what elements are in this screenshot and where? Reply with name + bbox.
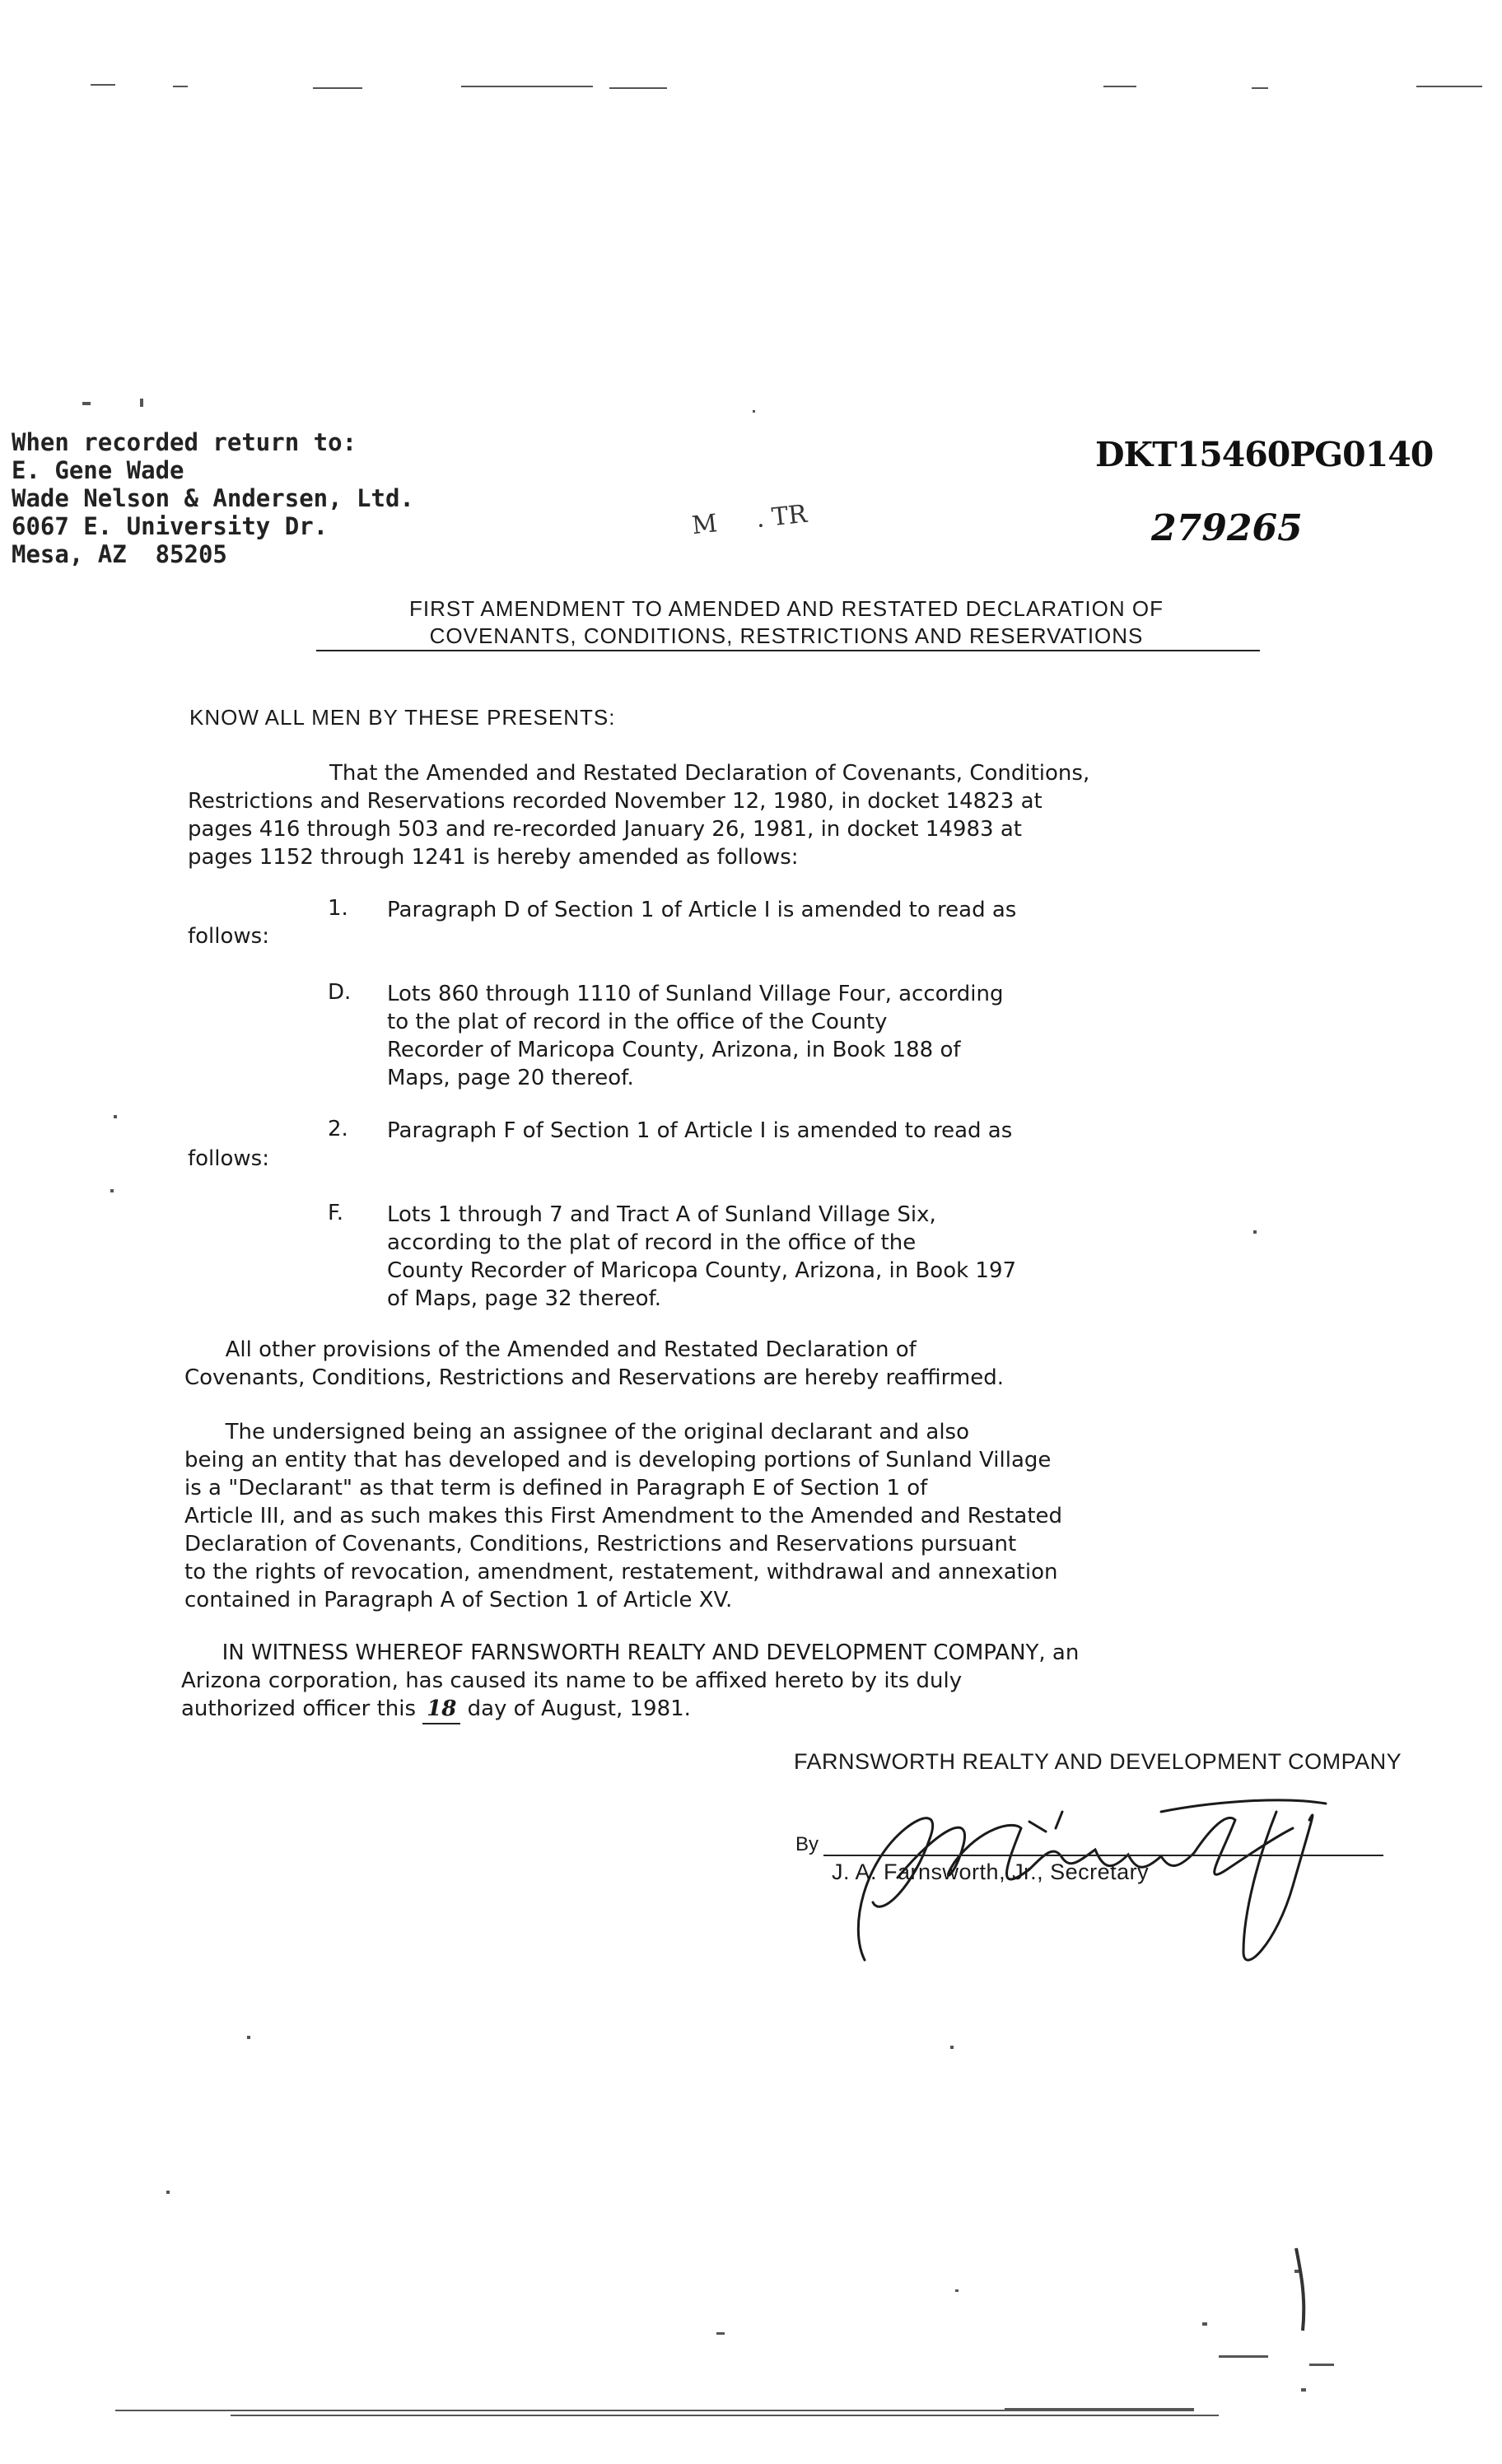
witness-paragraph [181, 1639, 1079, 1724]
return-address-line: When recorded return to: [12, 428, 357, 456]
item-2-tail: follows: [188, 1146, 269, 1171]
witness-line-start: authorized officer this [181, 1696, 423, 1721]
item-1-tail: follows: [188, 924, 269, 949]
declarant-paragraph [184, 1418, 1062, 1614]
paragraph-d-line: Recorder of Maricopa County, Arizona, in Book 188 of [387, 1038, 961, 1062]
intro-line: pages 1152 through 1241 is hereby amended as follows: [188, 845, 799, 870]
company-name: FARNSWORTH REALTY AND DEVELOPMENT COMPANY [794, 1749, 1402, 1774]
paragraph-d-label: D. [328, 980, 352, 1005]
item-1-text: Paragraph D of Section 1 of Article I is amended to read as [387, 898, 1017, 922]
reaffirmation-line: All other provisions of the Amended and Restated Declaration of [184, 1337, 917, 1362]
reaffirmation-paragraph [184, 1336, 1004, 1392]
return-address-block [12, 428, 414, 568]
witness-line-end: day of August, 1981. [460, 1696, 691, 1721]
paragraph-f-line: County Recorder of Maricopa County, Arizona, in Book 197 [387, 1258, 1017, 1283]
signature-line [823, 1855, 1383, 1856]
recorder-stamp-text: M [690, 509, 719, 541]
paragraph-d-line: Lots 860 through 1110 of Sunland Village Four, according [387, 982, 1004, 1006]
item-2-number: 2. [328, 1117, 348, 1141]
by-label: By [795, 1833, 819, 1855]
declarant-line: The undersigned being an assignee of the original declarant and also [184, 1420, 970, 1444]
item-2-text: Paragraph F of Section 1 of Article I is amended to read as [387, 1118, 1013, 1143]
record-number: 279265 [1151, 507, 1303, 549]
recorder-stamp-suffix: TR [770, 499, 809, 533]
day-handwritten: 18 [422, 1695, 460, 1724]
declarant-line: contained in Paragraph A of Section 1 of Article XV. [184, 1588, 733, 1612]
item-1-number: 1. [328, 896, 348, 921]
witness-line: Arizona corporation, has caused its name to be affixed hereto by its duly [181, 1668, 963, 1693]
return-address-line: Wade Nelson & Andersen, Ltd. [12, 484, 414, 512]
paragraph-d-line: to the plat of record in the office of the County [387, 1010, 888, 1034]
declarant-line: Article III, and as such makes this First Amendment to the Amended and Restated [184, 1504, 1063, 1528]
salutation: KNOW ALL MEN BY THESE PRESENTS: [189, 705, 616, 730]
docket-number: DKT15460PG0140 [1095, 435, 1434, 474]
paragraph-f-label: F. [328, 1201, 344, 1225]
declarant-line: to the rights of revocation, amendment, restatement, withdrawal and annexation [184, 1560, 1058, 1584]
return-address-line: E. Gene Wade [12, 456, 184, 484]
declarant-line: being an entity that has developed and is developing portions of Sunland Village [184, 1448, 1052, 1472]
intro-line: That the Amended and Restated Declaration of Covenants, Conditions, [329, 761, 1090, 786]
declarant-line: is a "Declarant" as that term is defined in Paragraph E of Section 1 of [184, 1476, 928, 1500]
document-title-line-2: COVENANTS, CONDITIONS, RESTRICTIONS AND RESERVATIONS [429, 623, 1144, 648]
title-underline [316, 650, 1260, 651]
witness-line: IN WITNESS WHEREOF FARNSWORTH REALTY AND DEVELOPMENT COMPANY, an [181, 1640, 1080, 1665]
signer-name: J. A. Farnsworth, Jr., Secretary [832, 1860, 1150, 1884]
paragraph-f-line: according to the plat of record in the office of the [387, 1230, 917, 1255]
intro-line: Restrictions and Reservations recorded November 12, 1980, in docket 14823 at [188, 789, 1043, 814]
paragraph-d-text [387, 980, 1003, 1092]
intro-paragraph [188, 759, 1357, 871]
paragraph-f-line: of Maps, page 32 thereof. [387, 1286, 662, 1311]
document-title-line-1: FIRST AMENDMENT TO AMENDED AND RESTATED DECLARATION OF [409, 596, 1164, 621]
recorder-stamp: M . TR [690, 499, 809, 541]
return-address-line: 6067 E. University Dr. [12, 512, 329, 540]
paragraph-f-text [387, 1201, 1016, 1313]
paragraph-d-line: Maps, page 20 thereof. [387, 1066, 634, 1090]
return-address-line: Mesa, AZ 85205 [12, 540, 227, 568]
paragraph-f-line: Lots 1 through 7 and Tract A of Sunland Village Six, [387, 1202, 936, 1227]
witness-line [181, 1695, 1079, 1724]
reaffirmation-line: Covenants, Conditions, Restrictions and Reservations are hereby reaffirmed. [184, 1365, 1005, 1390]
declarant-line: Declaration of Covenants, Conditions, Restrictions and Reservations pursuant [184, 1532, 1017, 1556]
intro-line: pages 416 through 503 and re-recorded January 26, 1981, in docket 14983 at [188, 817, 1022, 842]
